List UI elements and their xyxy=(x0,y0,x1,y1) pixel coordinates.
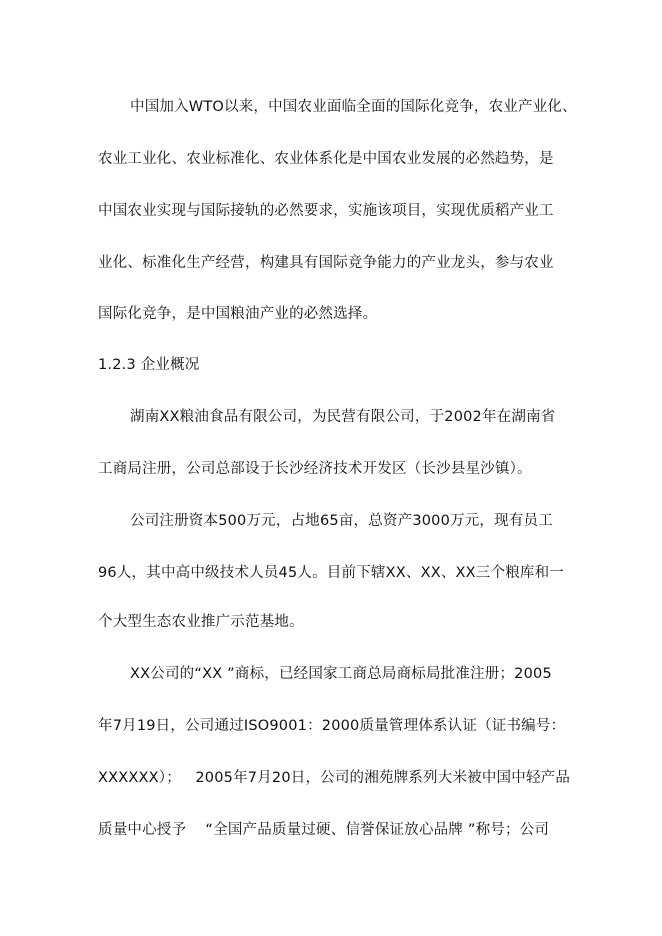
paragraph-4-line-3: XXXXXX）； 2005年7月20日，公司的湘苑牌系列大米被中国中轻产品 xyxy=(98,770,571,786)
paragraph-1-line-2: 农业工业化、农业标准化、农业体系化是中国农业发展的必然趋势，是 xyxy=(98,151,554,167)
paragraph-3-line-3: 个大型生态农业推广示范基地。 xyxy=(98,614,304,630)
paragraph-1-line-4: 业化、标准化生产经营，构建具有国际竞争能力的产业龙头，参与农业 xyxy=(98,255,554,271)
paragraph-1-line-1: 中国加入WTO以来，中国农业面临全面的国际化竞争，农业产业化、 xyxy=(130,99,577,115)
paragraph-2-line-1: 湖南XX粮油食品有限公司，为民营有限公司，于2002年在湖南省 xyxy=(130,409,556,425)
paragraph-3-line-2: 96人，其中高中级技术人员45人。目前下辖XX、XX、XX三个粮库和一 xyxy=(98,565,564,581)
paragraph-3-line-1: 公司注册资本500万元，占地65亩，总资产3000万元，现有员工 xyxy=(130,513,553,529)
section-heading: 1.2.3 企业概况 xyxy=(98,357,200,373)
paragraph-1-line-3: 中国农业实现与国际接轨的必然要求，实施该项目，实现优质稻产业工 xyxy=(98,203,554,219)
paragraph-1-line-5: 国际化竞争，是中国粮油产业的必然选择。 xyxy=(98,306,378,322)
paragraph-4-line-1: XX公司的“XX ”商标，已经国家工商总局商标局批准注册；2005 xyxy=(130,666,552,682)
paragraph-4-line-2: 年7月19日，公司通过ISO9001：2000质量管理体系认证（证书编号： xyxy=(98,718,566,734)
paragraph-2-line-2: 工商局注册，公司总部设于长沙经济技术开发区（长沙县星沙镇）。 xyxy=(98,461,532,477)
paragraph-4-line-4: 质量中心授予 “全国产品质量过硬、信誉保证放心品牌 ”称号；公司 xyxy=(98,822,550,838)
